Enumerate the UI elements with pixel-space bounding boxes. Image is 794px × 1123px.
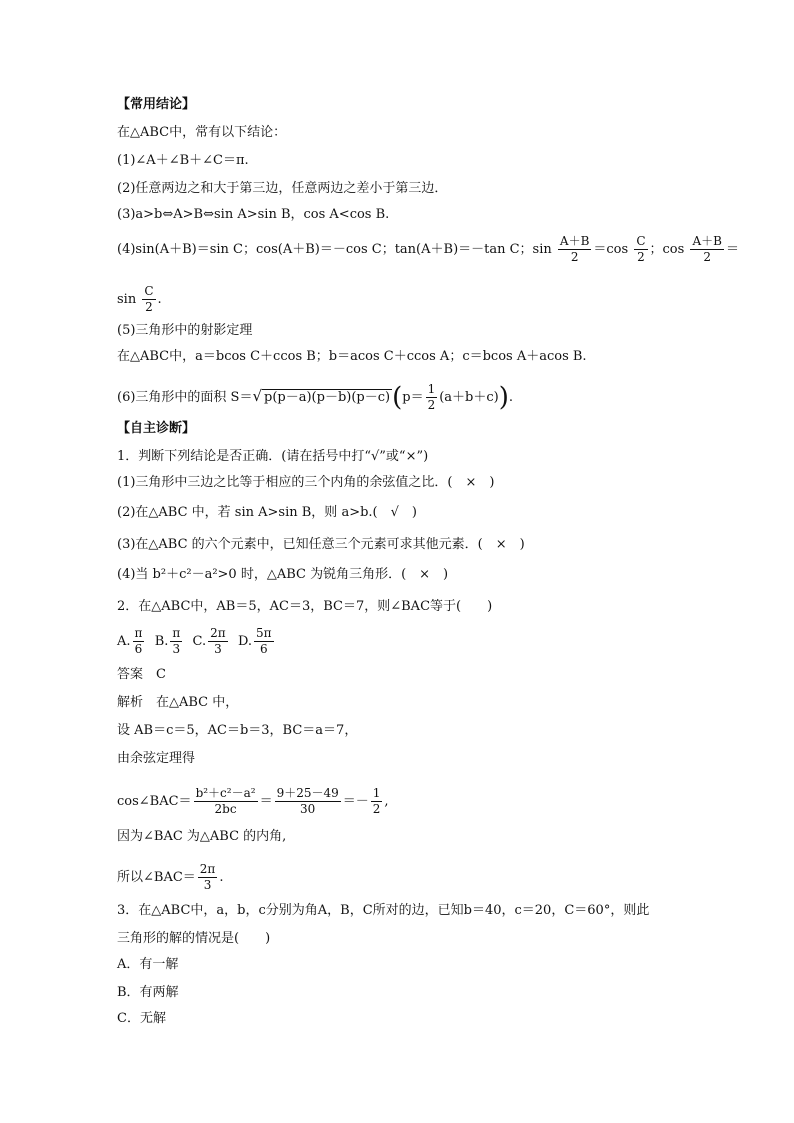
- question-2-because: 因为∠BAC 为△ABC 的内角,: [117, 829, 287, 844]
- fraction: [690, 234, 724, 265]
- conclusion-6: [117, 382, 513, 413]
- question-2-analysis: 解析 在△ABC 中，: [117, 695, 239, 710]
- conclusion-4-part-a: (4)sin(A＋B)＝sin C；cos(A＋B)＝－cos C；tan(A＋B)＝－tan C；sin: [117, 242, 552, 257]
- fraction-denominator: 2: [427, 398, 436, 412]
- fraction: [142, 284, 155, 315]
- fraction-denominator: 2: [372, 802, 381, 816]
- option-a-label: A.: [117, 634, 131, 649]
- fraction-denominator: 2: [570, 250, 579, 264]
- fraction-numerator: 2π: [199, 862, 216, 876]
- option-b-fraction: [170, 626, 182, 657]
- equals: ＝: [259, 794, 273, 809]
- fraction-numerator: 1: [427, 382, 436, 396]
- option-c-label: C.: [192, 634, 207, 649]
- right-paren: ): [498, 382, 509, 413]
- fraction: [634, 234, 647, 265]
- option-a-fraction: [133, 626, 145, 657]
- projection-theorem: 在△ABC中，a＝bcos C＋ccos B；b＝acos C＋ccos A；c＝bcos A＋acos B.: [117, 349, 587, 364]
- conclusion-6-part-b: p＝: [402, 390, 424, 405]
- conclusion-4-part-d: ＝: [725, 242, 739, 257]
- fraction-numerator: C: [144, 284, 154, 298]
- conclusion-3: (3)a>b⇔A>B⇔sin A>sin B，cos A<cos B.: [117, 207, 390, 222]
- fraction-denominator: 6: [134, 642, 143, 656]
- fraction: [194, 786, 258, 817]
- conclusion-2: (2)任意两边之和大于第三边，任意两边之差小于第三边．: [117, 181, 448, 196]
- option-c-fraction: [208, 626, 228, 657]
- question-3-option-b: B．有两解: [117, 985, 179, 1000]
- question-2-answer: 答案 C: [117, 667, 166, 682]
- sqrt-expression: p(p－a)(p－b)(p－c): [264, 390, 391, 405]
- question-1-item-3: (3)在△ABC 的六个元素中，已知任意三个元素可求其他元素．( × ): [117, 537, 525, 552]
- fraction-numerator: A＋B: [559, 234, 590, 248]
- equals-minus: ＝－: [342, 794, 369, 809]
- question-1-item-1: (1)三角形中三边之比等于相应的三个内角的余弦值之比．( × ): [117, 475, 495, 490]
- fraction-denominator: 2: [145, 300, 153, 314]
- option-d-label: D.: [237, 634, 253, 649]
- fraction-denominator: 6: [259, 642, 268, 656]
- option-b-label: B.: [154, 634, 169, 649]
- conclusion-4-part-b: ＝cos: [593, 242, 629, 257]
- question-1-item-4: (4)当 b²＋c²－a²>0 时，△ABC 为锐角三角形．( × ): [117, 567, 449, 582]
- fraction-denominator: 30: [300, 802, 316, 816]
- question-2: 2．在△ABC中，AB＝5，AC＝3，BC＝7，则∠BAC等于( ): [117, 599, 493, 614]
- fraction-denominator: 3: [172, 642, 181, 656]
- conclusion-6-end: .: [508, 390, 514, 405]
- fraction-numerator: 5π: [256, 626, 272, 640]
- question-1-item-2: (2)在△ABC 中，若 sin A>sin B，则 a>b.( √ ): [117, 505, 417, 520]
- conclusion-4-continued: [117, 284, 162, 315]
- conclusion-4-part-c: ；cos: [649, 242, 685, 257]
- fraction-numerator: 9＋25－49: [276, 786, 339, 800]
- so-end: .: [219, 870, 224, 885]
- section-heading-diagnosis: 【自主诊断】: [117, 421, 196, 436]
- question-2-options: [117, 626, 276, 657]
- section-heading-common: 【常用结论】: [117, 97, 196, 112]
- question-3-line-1: 3．在△ABC中，a，b，c分别为角A，B，C所对的边，已知b＝40，c＝20，C＝60°，则此: [117, 903, 650, 918]
- fraction-denominator: 2: [703, 250, 711, 264]
- conclusion-6-part-c: (a＋b＋c): [439, 390, 499, 405]
- question-3-line-2: 三角形的解的情况是( ): [117, 931, 271, 946]
- conclusion-6-part-a: (6)三角形中的面积 S＝: [117, 390, 253, 405]
- fraction-numerator: A＋B: [692, 234, 722, 248]
- fraction-numerator: 2π: [210, 626, 226, 640]
- question-2-cos-formula: [117, 786, 389, 817]
- common-intro: 在△ABC中，常有以下结论：: [117, 125, 287, 140]
- conclusion-4: [117, 234, 739, 265]
- fraction-numerator: π: [134, 626, 143, 640]
- question-2-conclusion: [117, 862, 223, 893]
- question-3-option-a: A．有一解: [117, 957, 179, 972]
- question-2-law-of-cosines: 由余弦定理得: [117, 751, 196, 766]
- fraction-denominator: 3: [214, 642, 222, 656]
- conclusion-1: (1)∠A＋∠B＋∠C＝π.: [117, 153, 249, 168]
- fraction: [371, 786, 383, 817]
- fraction: [275, 786, 341, 817]
- cos-prefix: cos∠BAC＝: [117, 794, 192, 809]
- option-d-fraction: [254, 626, 274, 657]
- conclusion-4-part-f: .: [157, 292, 162, 307]
- fraction-denominator: 2bc: [214, 802, 237, 816]
- fraction: [558, 234, 592, 265]
- question-2-setup: 设 AB＝c＝5，AC＝b＝3，BC＝a＝7，: [117, 723, 358, 738]
- left-paren: (: [392, 382, 403, 413]
- fraction-numerator: 1: [372, 786, 381, 800]
- fraction: [198, 862, 218, 893]
- fraction-numerator: π: [172, 626, 181, 640]
- fraction-numerator: b²＋c²－a²: [195, 786, 256, 800]
- fraction: [426, 382, 438, 413]
- sqrt-sign: √: [252, 387, 263, 405]
- cos-end: ,: [384, 794, 389, 809]
- so-prefix: 所以∠BAC＝: [117, 870, 196, 885]
- conclusion-5: (5)三角形中的射影定理: [117, 323, 253, 338]
- conclusion-4-part-e: sin: [117, 292, 137, 307]
- fraction-numerator: C: [636, 234, 646, 248]
- fraction-denominator: 2: [637, 250, 645, 264]
- question-3-option-c: C．无解: [117, 1011, 166, 1026]
- question-1: 1．判断下列结论是否正确．(请在括号中打“√”或“×”): [117, 449, 429, 464]
- fraction-denominator: 3: [203, 878, 212, 892]
